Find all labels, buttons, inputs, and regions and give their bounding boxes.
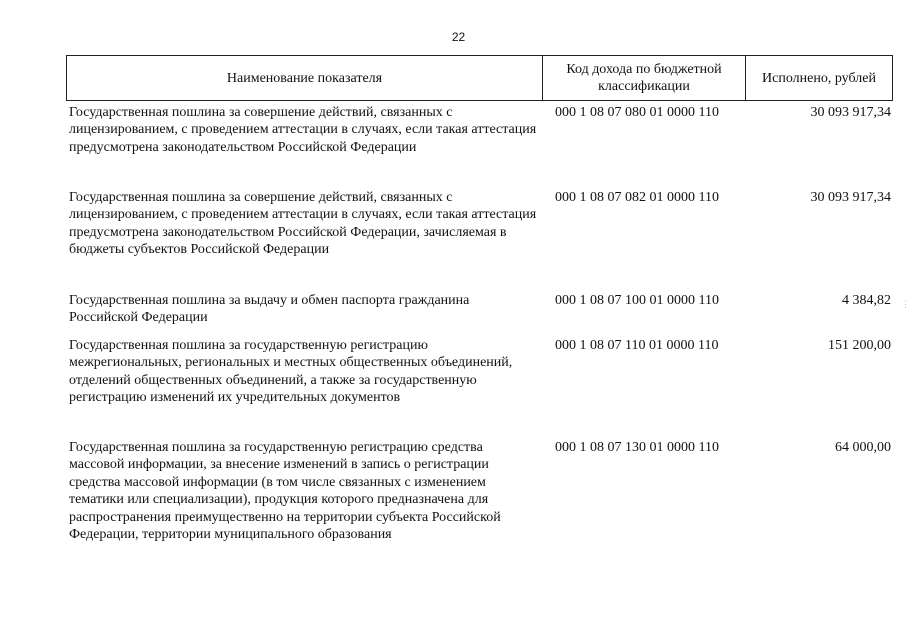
- row-name: Государственная пошлина за государственную регистрацию средства массовой информации, за внесение изменений в запись о регистрации средства массовой информации (в том числе связанных с изменением тематики или специализации), продукция которого предназначена для распространения преимущественно на территории субъекта Российской Федерации, территории муниципального образования: [69, 440, 501, 543]
- row-code: 000 1 08 07 110 01 0000 110: [555, 338, 719, 353]
- row-sum: 30 093 917,34: [810, 105, 891, 120]
- column-header-code: Код дохода по бюджетной классификации: [542, 56, 745, 100]
- row-code: 000 1 08 07 130 01 0000 110: [555, 440, 719, 455]
- row-code: 000 1 08 07 082 01 0000 110: [555, 190, 719, 205]
- row-sum: 64 000,00: [835, 440, 891, 455]
- row-code: 000 1 08 07 080 01 0000 110: [555, 105, 719, 120]
- column-header-sum: Исполнено, рублей: [745, 56, 892, 100]
- row-sum: 151 200,00: [828, 338, 891, 353]
- row-name: Государственная пошлина за государственную регистрацию межрегиональных, региональных и местных общественных объединений, отделений общественных объединений, а также за государственную регистрацию изменений их учредительных документов: [69, 338, 513, 406]
- column-header-name: Наименование показателя: [226, 70, 383, 86]
- row-sum: 4 384,82: [842, 293, 891, 308]
- row-name: Государственная пошлина за выдачу и обмен паспорта гражданина Российской Федерации: [69, 293, 470, 326]
- row-sum: 30 093 917,34: [810, 190, 891, 205]
- scan-artifact: ⋮: [901, 299, 910, 309]
- table-header: [66, 55, 893, 101]
- row-name: Государственная пошлина за совершение действий, связанных с лицензированием, с проведением аттестации в случаях, если такая аттестация предусмотрена законодательством Российской Федерации: [69, 105, 537, 155]
- row-name: Государственная пошлина за совершение действий, связанных с лицензированием, с проведением аттестации в случаях, если такая аттестация предусмотрена законодательством Российской Федерации, зачисляемая в бюджеты субъектов Российской Федерации: [69, 190, 537, 258]
- row-code: 000 1 08 07 100 01 0000 110: [555, 293, 719, 308]
- page-number: 22: [451, 30, 466, 44]
